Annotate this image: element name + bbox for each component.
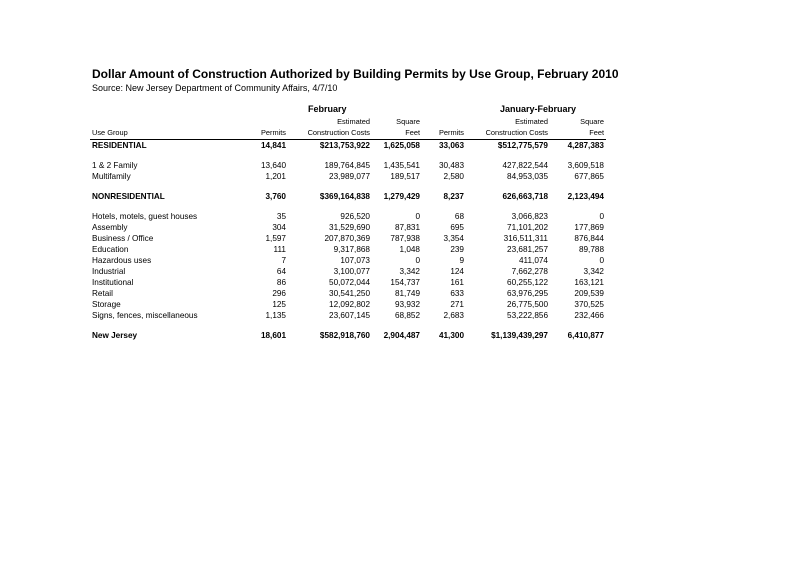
cell: 1,201 bbox=[265, 172, 286, 181]
cell: 239 bbox=[450, 245, 464, 254]
cell: 207,870,369 bbox=[324, 234, 370, 243]
cell: 209,539 bbox=[574, 289, 604, 298]
cell: 26,775,500 bbox=[507, 300, 548, 309]
row-label: Signs, fences, miscellaneous bbox=[92, 311, 198, 320]
cell: 626,663,718 bbox=[502, 192, 548, 201]
cell: 30,483 bbox=[438, 161, 464, 170]
feb-feet-header: Feet bbox=[372, 127, 422, 140]
cell: 87,831 bbox=[394, 223, 420, 232]
table-row-storage bbox=[90, 299, 606, 310]
cell: 63,976,295 bbox=[507, 289, 548, 298]
table-row-hotels bbox=[90, 211, 606, 222]
cell: 3,342 bbox=[583, 267, 604, 276]
cell: 189,764,845 bbox=[324, 161, 370, 170]
cell: 189,517 bbox=[390, 172, 420, 181]
spacer-row bbox=[90, 202, 606, 211]
cell: 177,869 bbox=[574, 223, 604, 232]
cell: 1,135 bbox=[265, 311, 286, 320]
cell: 13,640 bbox=[260, 161, 286, 170]
cell: 60,255,122 bbox=[507, 278, 548, 287]
row-label: Storage bbox=[92, 300, 121, 309]
cell: 9 bbox=[459, 256, 464, 265]
cell: 0 bbox=[599, 212, 604, 221]
cell: $369,164,838 bbox=[319, 192, 370, 201]
cell: 8,237 bbox=[443, 192, 464, 201]
cell: 304 bbox=[272, 223, 286, 232]
cell: 35 bbox=[276, 212, 286, 221]
cell: $582,918,760 bbox=[319, 331, 370, 340]
cell: 86 bbox=[276, 278, 286, 287]
cell: 23,607,145 bbox=[329, 311, 370, 320]
cell: 33,063 bbox=[438, 141, 464, 150]
cell: 0 bbox=[415, 212, 420, 221]
cell: 68,852 bbox=[394, 311, 420, 320]
cell: 31,529,690 bbox=[329, 223, 370, 232]
cell: 3,066,823 bbox=[511, 212, 548, 221]
cell: $213,753,922 bbox=[319, 141, 370, 150]
table-row-1-2-family bbox=[90, 160, 606, 171]
cell: 695 bbox=[450, 223, 464, 232]
row-label: Education bbox=[92, 245, 129, 254]
cell: 1,625,058 bbox=[383, 141, 420, 150]
cell: 633 bbox=[450, 289, 464, 298]
cell: 1,597 bbox=[265, 234, 286, 243]
table-row-retail bbox=[90, 288, 606, 299]
cell: 84,953,035 bbox=[507, 172, 548, 181]
cell: 41,300 bbox=[438, 331, 464, 340]
use-group-header: Use Group bbox=[90, 127, 244, 140]
february-group-header: February bbox=[308, 104, 347, 114]
cell: 1,048 bbox=[399, 245, 420, 254]
table-row-signs bbox=[90, 310, 606, 321]
table-row-institutional bbox=[90, 277, 606, 288]
cell: 30,541,250 bbox=[329, 289, 370, 298]
table-row-industrial bbox=[90, 266, 606, 277]
row-label: Assembly bbox=[92, 223, 128, 232]
spacer-row bbox=[90, 182, 606, 191]
cell: 71,101,202 bbox=[507, 223, 548, 232]
feb-permits-header: Permits bbox=[244, 127, 288, 140]
janfeb-feet-header: Feet bbox=[550, 127, 606, 140]
row-label: 1 & 2 Family bbox=[92, 161, 138, 170]
row-label: Institutional bbox=[92, 278, 134, 287]
janfeb-costs-header: Construction Costs bbox=[466, 127, 550, 140]
cell: 3,342 bbox=[399, 267, 420, 276]
feb-square-header: Square bbox=[396, 117, 420, 126]
janfeb-estimated-header: Estimated bbox=[515, 117, 548, 126]
cell: 3,100,077 bbox=[333, 267, 370, 276]
cell: 3,354 bbox=[443, 234, 464, 243]
report-title: Dollar Amount of Construction Authorized by Building Permits by Use Group, February 2010 bbox=[92, 67, 619, 81]
cell: 0 bbox=[415, 256, 420, 265]
cell: 1,279,429 bbox=[383, 192, 420, 201]
cell: 271 bbox=[450, 300, 464, 309]
cell: 2,683 bbox=[443, 311, 464, 320]
jan-feb-group-header: January-February bbox=[500, 104, 577, 114]
cell: 6,410,877 bbox=[567, 331, 604, 340]
cell: 23,681,257 bbox=[507, 245, 548, 254]
table-row-business bbox=[90, 233, 606, 244]
table-row-residential bbox=[90, 140, 606, 152]
table-row-multifamily bbox=[90, 171, 606, 182]
header-row-2 bbox=[90, 127, 606, 140]
cell: 53,222,856 bbox=[507, 311, 548, 320]
header-row-1 bbox=[90, 116, 606, 127]
cell: 232,466 bbox=[574, 311, 604, 320]
cell: 12,092,802 bbox=[329, 300, 370, 309]
cell: 68 bbox=[454, 212, 464, 221]
row-label: Hotels, motels, guest houses bbox=[92, 212, 198, 221]
cell: 107,073 bbox=[340, 256, 370, 265]
cell: 93,932 bbox=[394, 300, 420, 309]
cell: 2,580 bbox=[443, 172, 464, 181]
cell: 7 bbox=[281, 256, 286, 265]
table-row-nonresidential bbox=[90, 191, 606, 202]
cell: 2,123,494 bbox=[567, 192, 604, 201]
cell: 2,904,487 bbox=[383, 331, 420, 340]
cell: 81,749 bbox=[394, 289, 420, 298]
cell: 163,121 bbox=[574, 278, 604, 287]
cell: 125 bbox=[272, 300, 286, 309]
cell: 411,074 bbox=[519, 256, 548, 265]
janfeb-square-header: Square bbox=[580, 117, 604, 126]
cell: $1,139,439,297 bbox=[491, 331, 548, 340]
cell: $512,775,579 bbox=[497, 141, 548, 150]
spacer-row bbox=[90, 321, 606, 330]
janfeb-permits-header: Permits bbox=[422, 127, 466, 140]
cell: 9,317,868 bbox=[333, 245, 370, 254]
cell: 296 bbox=[272, 289, 286, 298]
cell: 161 bbox=[450, 278, 464, 287]
cell: 876,844 bbox=[574, 234, 604, 243]
cell: 4,287,383 bbox=[567, 141, 604, 150]
cell: 677,865 bbox=[574, 172, 604, 181]
cell: 926,520 bbox=[340, 212, 370, 221]
row-label: New Jersey bbox=[92, 331, 138, 340]
cell: 89,788 bbox=[578, 245, 604, 254]
cell: 0 bbox=[599, 256, 604, 265]
cell: 370,525 bbox=[574, 300, 604, 309]
cell: 111 bbox=[273, 245, 286, 254]
cell: 316,511,311 bbox=[503, 234, 548, 243]
cell: 50,072,044 bbox=[329, 278, 370, 287]
row-label: NONRESIDENTIAL bbox=[92, 192, 165, 201]
cell: 14,841 bbox=[260, 141, 286, 150]
feb-costs-header: Construction Costs bbox=[288, 127, 372, 140]
cell: 787,938 bbox=[390, 234, 420, 243]
spacer-row bbox=[90, 151, 606, 160]
source-note: Source: New Jersey Department of Community Affairs, 4/7/10 bbox=[92, 83, 338, 93]
row-label: Multifamily bbox=[92, 172, 131, 181]
cell: 23,989,077 bbox=[329, 172, 370, 181]
table-row-education bbox=[90, 244, 606, 255]
row-label: Industrial bbox=[92, 267, 126, 276]
row-label: Hazardous uses bbox=[92, 256, 152, 265]
cell: 64 bbox=[276, 267, 286, 276]
table-row-new-jersey-total bbox=[90, 330, 606, 341]
row-label: Business / Office bbox=[92, 234, 154, 243]
cell: 7,662,278 bbox=[511, 267, 548, 276]
row-label: Retail bbox=[92, 289, 113, 298]
cell: 18,601 bbox=[260, 331, 286, 340]
row-label: RESIDENTIAL bbox=[92, 141, 147, 150]
table-row-hazardous bbox=[90, 255, 606, 266]
table-row-assembly bbox=[90, 222, 606, 233]
cell: 124 bbox=[450, 267, 464, 276]
permits-table bbox=[90, 116, 606, 341]
cell: 427,822,544 bbox=[502, 161, 548, 170]
cell: 3,609,518 bbox=[567, 161, 604, 170]
cell: 1,435,541 bbox=[383, 161, 420, 170]
cell: 3,760 bbox=[265, 192, 286, 201]
cell: 154,737 bbox=[390, 278, 420, 287]
feb-estimated-header: Estimated bbox=[337, 117, 370, 126]
